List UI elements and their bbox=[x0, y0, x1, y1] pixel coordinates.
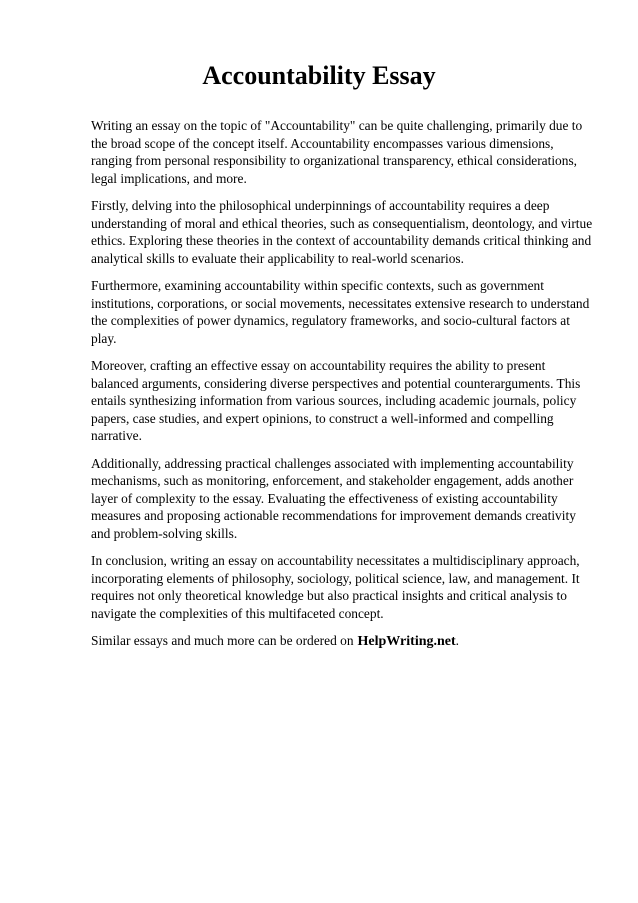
paragraph-conclusion: In conclusion, writing an essay on accountability necessitates a multidisciplinary approach, incorporating elements of philosophy, sociology, political science, law, and management. It requires not only theoretical knowledge but also practical insights and critical analysis to navigate the complexities of this multifaceted concept. bbox=[91, 553, 580, 621]
paragraph-intro: Writing an essay on the topic of "Accountability" can be quite challenging, primarily due to the broad scope of the concept itself. Accountability encompasses various dimensions, ranging from personal responsibility to organizational transparency, ethical considerations, legal implications, and more. bbox=[91, 118, 583, 186]
paragraph-arguments: Moreover, crafting an effective essay on accountability requires the ability to present balanced arguments, considering diverse perspectives and potential counterarguments. This entails synthesizing information from various sources, including academic journals, policy papers, case studies, and expert opinions, to construct a well-informed and compelling narrative. bbox=[91, 358, 581, 443]
footer-line bbox=[91, 632, 594, 651]
paragraph-philosophy: Firstly, delving into the philosophical underpinnings of accountability requires a deep understanding of moral and ethical theories, such as consequentialism, deontology, and virtue ethics. Exploring these theories in the context of accountability demands critical thinking and analytical skills to evaluate their applicability to real-world scenarios. bbox=[91, 198, 593, 266]
paragraph-practical: Additionally, addressing practical challenges associated with implementing accountability mechanisms, such as monitoring, enforcement, and stakeholder engagement, adds another layer of complexity to the essay. Evaluating the effectiveness of existing accountability measures and proposing actionable recommendations for improvement demands creativity and problem-solving skills. bbox=[91, 455, 576, 541]
paragraph-contexts: Furthermore, examining accountability within specific contexts, such as government institutions, corporations, or social movements, necessitates extensive research to understand the complexities of power dynamics, regulatory frameworks, and socio-cultural factors at play. bbox=[91, 278, 590, 346]
footer-text: Similar essays and much more can be ordered on bbox=[91, 633, 354, 648]
helpwriting-link[interactable]: HelpWriting.net bbox=[357, 634, 456, 649]
footer-period: . bbox=[455, 633, 460, 648]
document-title: Accountability Essay bbox=[202, 61, 436, 90]
